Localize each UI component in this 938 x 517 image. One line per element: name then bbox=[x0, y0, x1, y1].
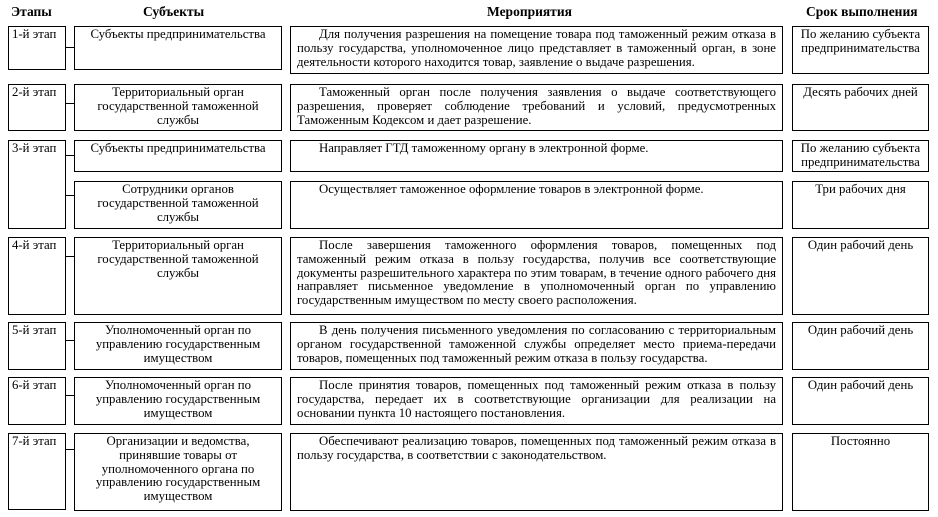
stage-3-box: 3-й этап bbox=[8, 140, 66, 229]
stage-6-box: 6-й этап bbox=[8, 377, 66, 425]
activity-7-box: Обеспечивают реализацию товаров, помещенных под таможенный режим отказа в пользу государства, в соответствии с законодательством. bbox=[290, 433, 783, 511]
activity-5-box: В день получения письменного уведомления по согласованию с территориальным органом государственной таможенной службы определяет место приема-передачи товаров, помещенных под таможенный режим отказа в пользу государства. bbox=[290, 322, 783, 370]
subject-3a-box: Субъекты предпринимательства bbox=[74, 140, 282, 172]
stage-1-box: 1-й этап bbox=[8, 26, 66, 70]
activity-2-box: Таможенный орган после получения заявления о выдаче соответствующего разрешения, проверяет соблюдение требований и условий, предусмотренных Таможенным Кодексом и дает разрешение. bbox=[290, 84, 783, 131]
stage-2-box: 2-й этап bbox=[8, 84, 66, 131]
activity-3a-box: Направляет ГТД таможенному органу в электронной форме. bbox=[290, 140, 783, 172]
term-1-box: По желанию субъекта предпринимательства bbox=[792, 26, 929, 74]
connector-line bbox=[65, 449, 74, 450]
connector-line bbox=[65, 340, 74, 341]
subject-3b-box: Сотрудники органов государственной таможенной службы bbox=[74, 181, 282, 229]
subject-2-box: Территориальный орган государственной таможенной службы bbox=[74, 84, 282, 131]
connector-line bbox=[65, 395, 74, 396]
connector-line bbox=[65, 256, 74, 257]
term-2-box: Десять рабочих дней bbox=[792, 84, 929, 131]
header-subjects: Субъекты bbox=[143, 4, 205, 19]
header-stages: Этапы bbox=[11, 4, 52, 19]
stage-4-box: 4-й этап bbox=[8, 237, 66, 315]
connector-line bbox=[65, 103, 74, 104]
header-activities: Мероприятия bbox=[487, 4, 572, 19]
term-4-box: Один рабочий день bbox=[792, 237, 929, 315]
stage-5-box: 5-й этап bbox=[8, 322, 66, 370]
stage-7-box: 7-й этап bbox=[8, 433, 66, 510]
header-term: Срок выполнения bbox=[806, 4, 918, 19]
activity-1-box: Для получения разрешения на помещение товара под таможенный режим отказа в пользу государства, уполномоченное лицо представляет в таможенный орган, в зоне деятельности которого находится товар, заявление о выдаче разрешения. bbox=[290, 26, 783, 74]
activity-4-box: После завершения таможенного оформления товаров, помещенных под таможенный режим отказа в пользу государства, получив все соответствующие документы разрешительного характера по этим товарам, в течение одного рабочего дня направляет письменное уведомление в уполномоченный орган по управлению государственным имуществом по месту своего расположения. bbox=[290, 237, 783, 315]
subject-5-box: Уполномоченный орган по управлению государственным имуществом bbox=[74, 322, 282, 370]
term-7-box: Постоянно bbox=[792, 433, 929, 511]
subject-4-box: Территориальный орган государственной таможенной службы bbox=[74, 237, 282, 315]
term-6-box: Один рабочий день bbox=[792, 377, 929, 425]
activity-3b-box: Осуществляет таможенное оформление товаров в электронной форме. bbox=[290, 181, 783, 229]
term-3a-box: По желанию субъекта предпринимательства bbox=[792, 140, 929, 172]
connector-line bbox=[65, 155, 74, 156]
connector-line bbox=[65, 195, 74, 196]
subject-1-box: Субъекты предпринимательства bbox=[74, 26, 282, 70]
term-3b-box: Три рабочих дня bbox=[792, 181, 929, 229]
activity-6-box: После принятия товаров, помещенных под таможенный режим отказа в пользу государства, передает их в соответствующие организации для реализации на основании пункта 10 настоящего постановления. bbox=[290, 377, 783, 425]
connector-line bbox=[65, 47, 74, 48]
subject-7-box: Организации и ведомства, принявшие товары от уполномоченного органа по управлению государственным имуществом bbox=[74, 433, 282, 511]
term-5-box: Один рабочий день bbox=[792, 322, 929, 370]
subject-6-box: Уполномоченный орган по управлению государственным имуществом bbox=[74, 377, 282, 425]
